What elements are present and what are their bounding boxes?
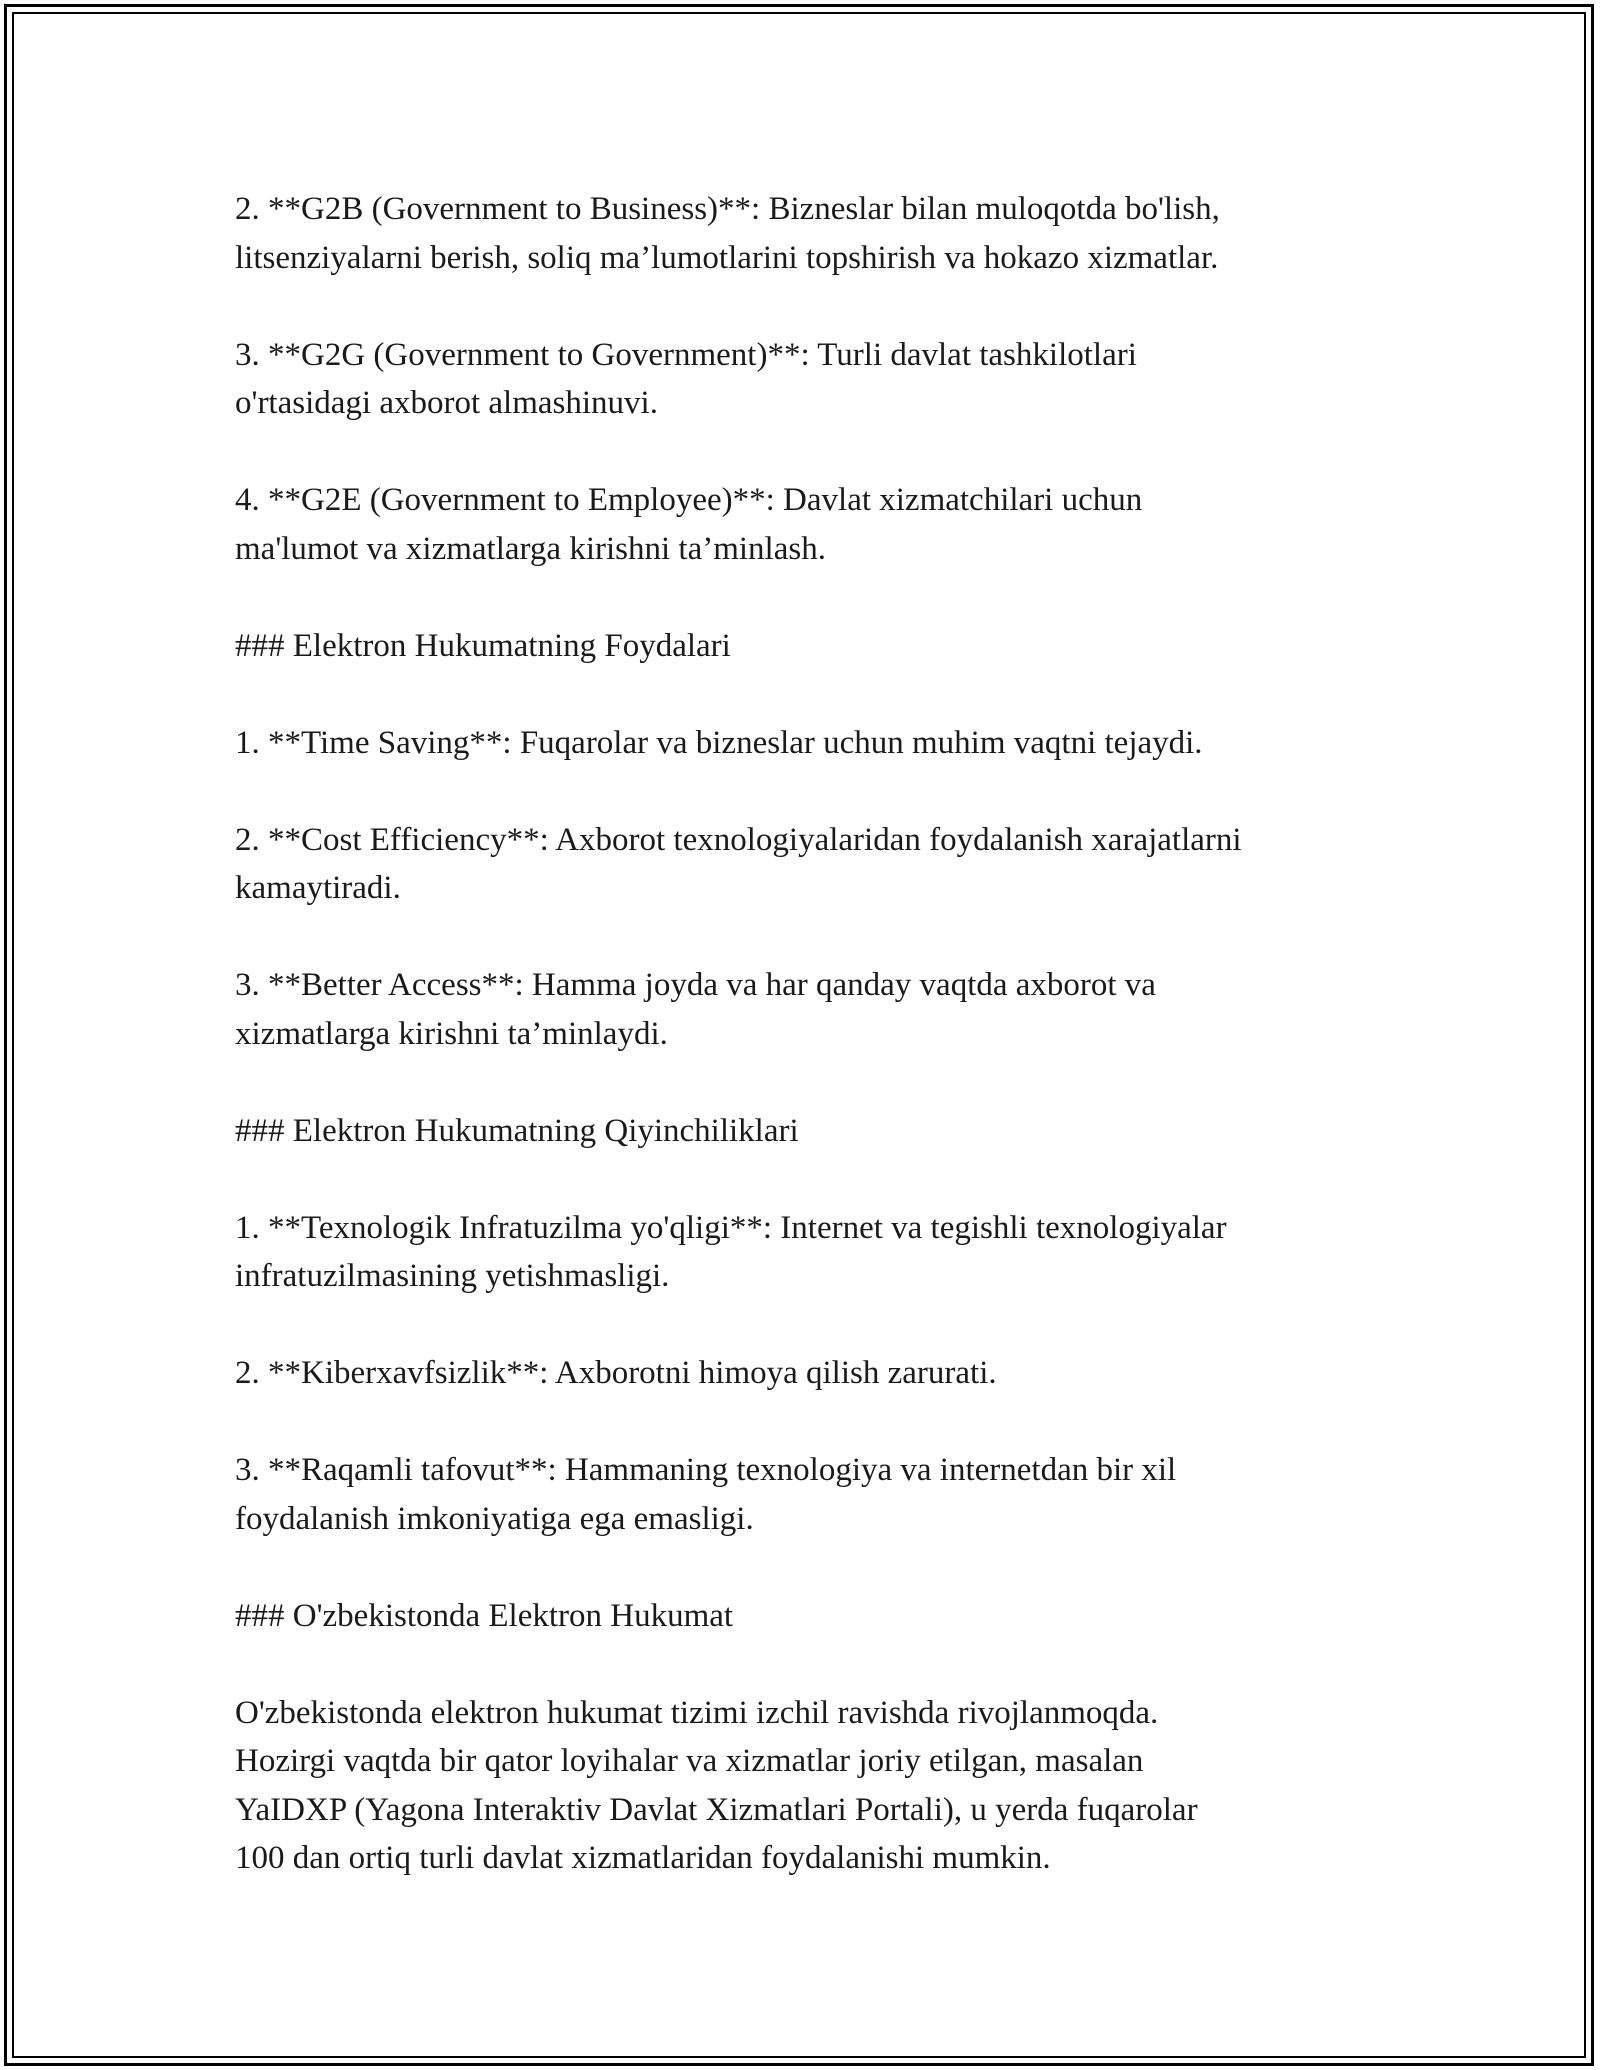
list-item-g2g: 3. **G2G (Government to Government)**: Turli davlat tashkilotlari o'rtasidagi axborot almashinuvi. xyxy=(235,336,1137,421)
list-item-g2e: 4. **G2E (Government to Employee)**: Davlat xizmatchilari uchun ma'lumot va xizmatlarga kirishni ta’minlash. xyxy=(235,482,1143,567)
list-item-g2b: 2. **G2B (Government to Business)**: Bizneslar bilan muloqotda bo'lish, litsenziyalarni berish, soliq ma’lumotlarini topshirish va hokazo xizmatlar. xyxy=(235,191,1220,276)
list-item-digital-divide: 3. **Raqamli tafovut**: Hammaning texnologiya va internetdan bir xil foydalanish imkoniyatiga ega emasligi. xyxy=(235,1452,1177,1537)
list-item-better-access: 3. **Better Access**: Hamma joyda va har qanday vaqtda axborot va xizmatlarga kirishni ta’minlaydi. xyxy=(235,967,1156,1052)
section-heading-benefits: ### Elektron Hukumatning Foydalari xyxy=(235,627,731,664)
list-item-cost-efficiency: 2. **Cost Efficiency**: Axborot texnologiyalaridan foydalanish xarajatlarni kamaytiradi. xyxy=(235,821,1242,906)
section-heading-challenges: ### Elektron Hukumatning Qiyinchiliklari xyxy=(235,1112,799,1149)
paragraph-uzbekistan: O'zbekistonda elektron hukumat tizimi izchil ravishda rivojlanmoqda. Hozirgi vaqtda bir qator loyihalar va xizmatlar joriy etilgan, masalan YaIDXP (Yagona Interaktiv Davlat Xizmatlari Portali), u yerda fuqarolar 100 dan ortiq turli davlat xizmatlaridan foydalanishi mumkin. xyxy=(235,1694,1198,1876)
section-heading-uzbekistan: ### O'zbekistonda Elektron Hukumat xyxy=(235,1597,734,1634)
list-item-infrastructure: 1. **Texnologik Infratuzilma yo'qligi**: Internet va tegishli texnologiyalar infratuzilmasining yetishmasligi. xyxy=(235,1209,1227,1294)
document-body xyxy=(235,185,1375,1931)
list-item-time-saving: 1. **Time Saving**: Fuqarolar va bizneslar uchun muhim vaqtni tejaydi. xyxy=(235,724,1203,761)
list-item-cybersecurity: 2. **Kiberxavfsizlik**: Axborotni himoya qilish zarurati. xyxy=(235,1355,997,1391)
